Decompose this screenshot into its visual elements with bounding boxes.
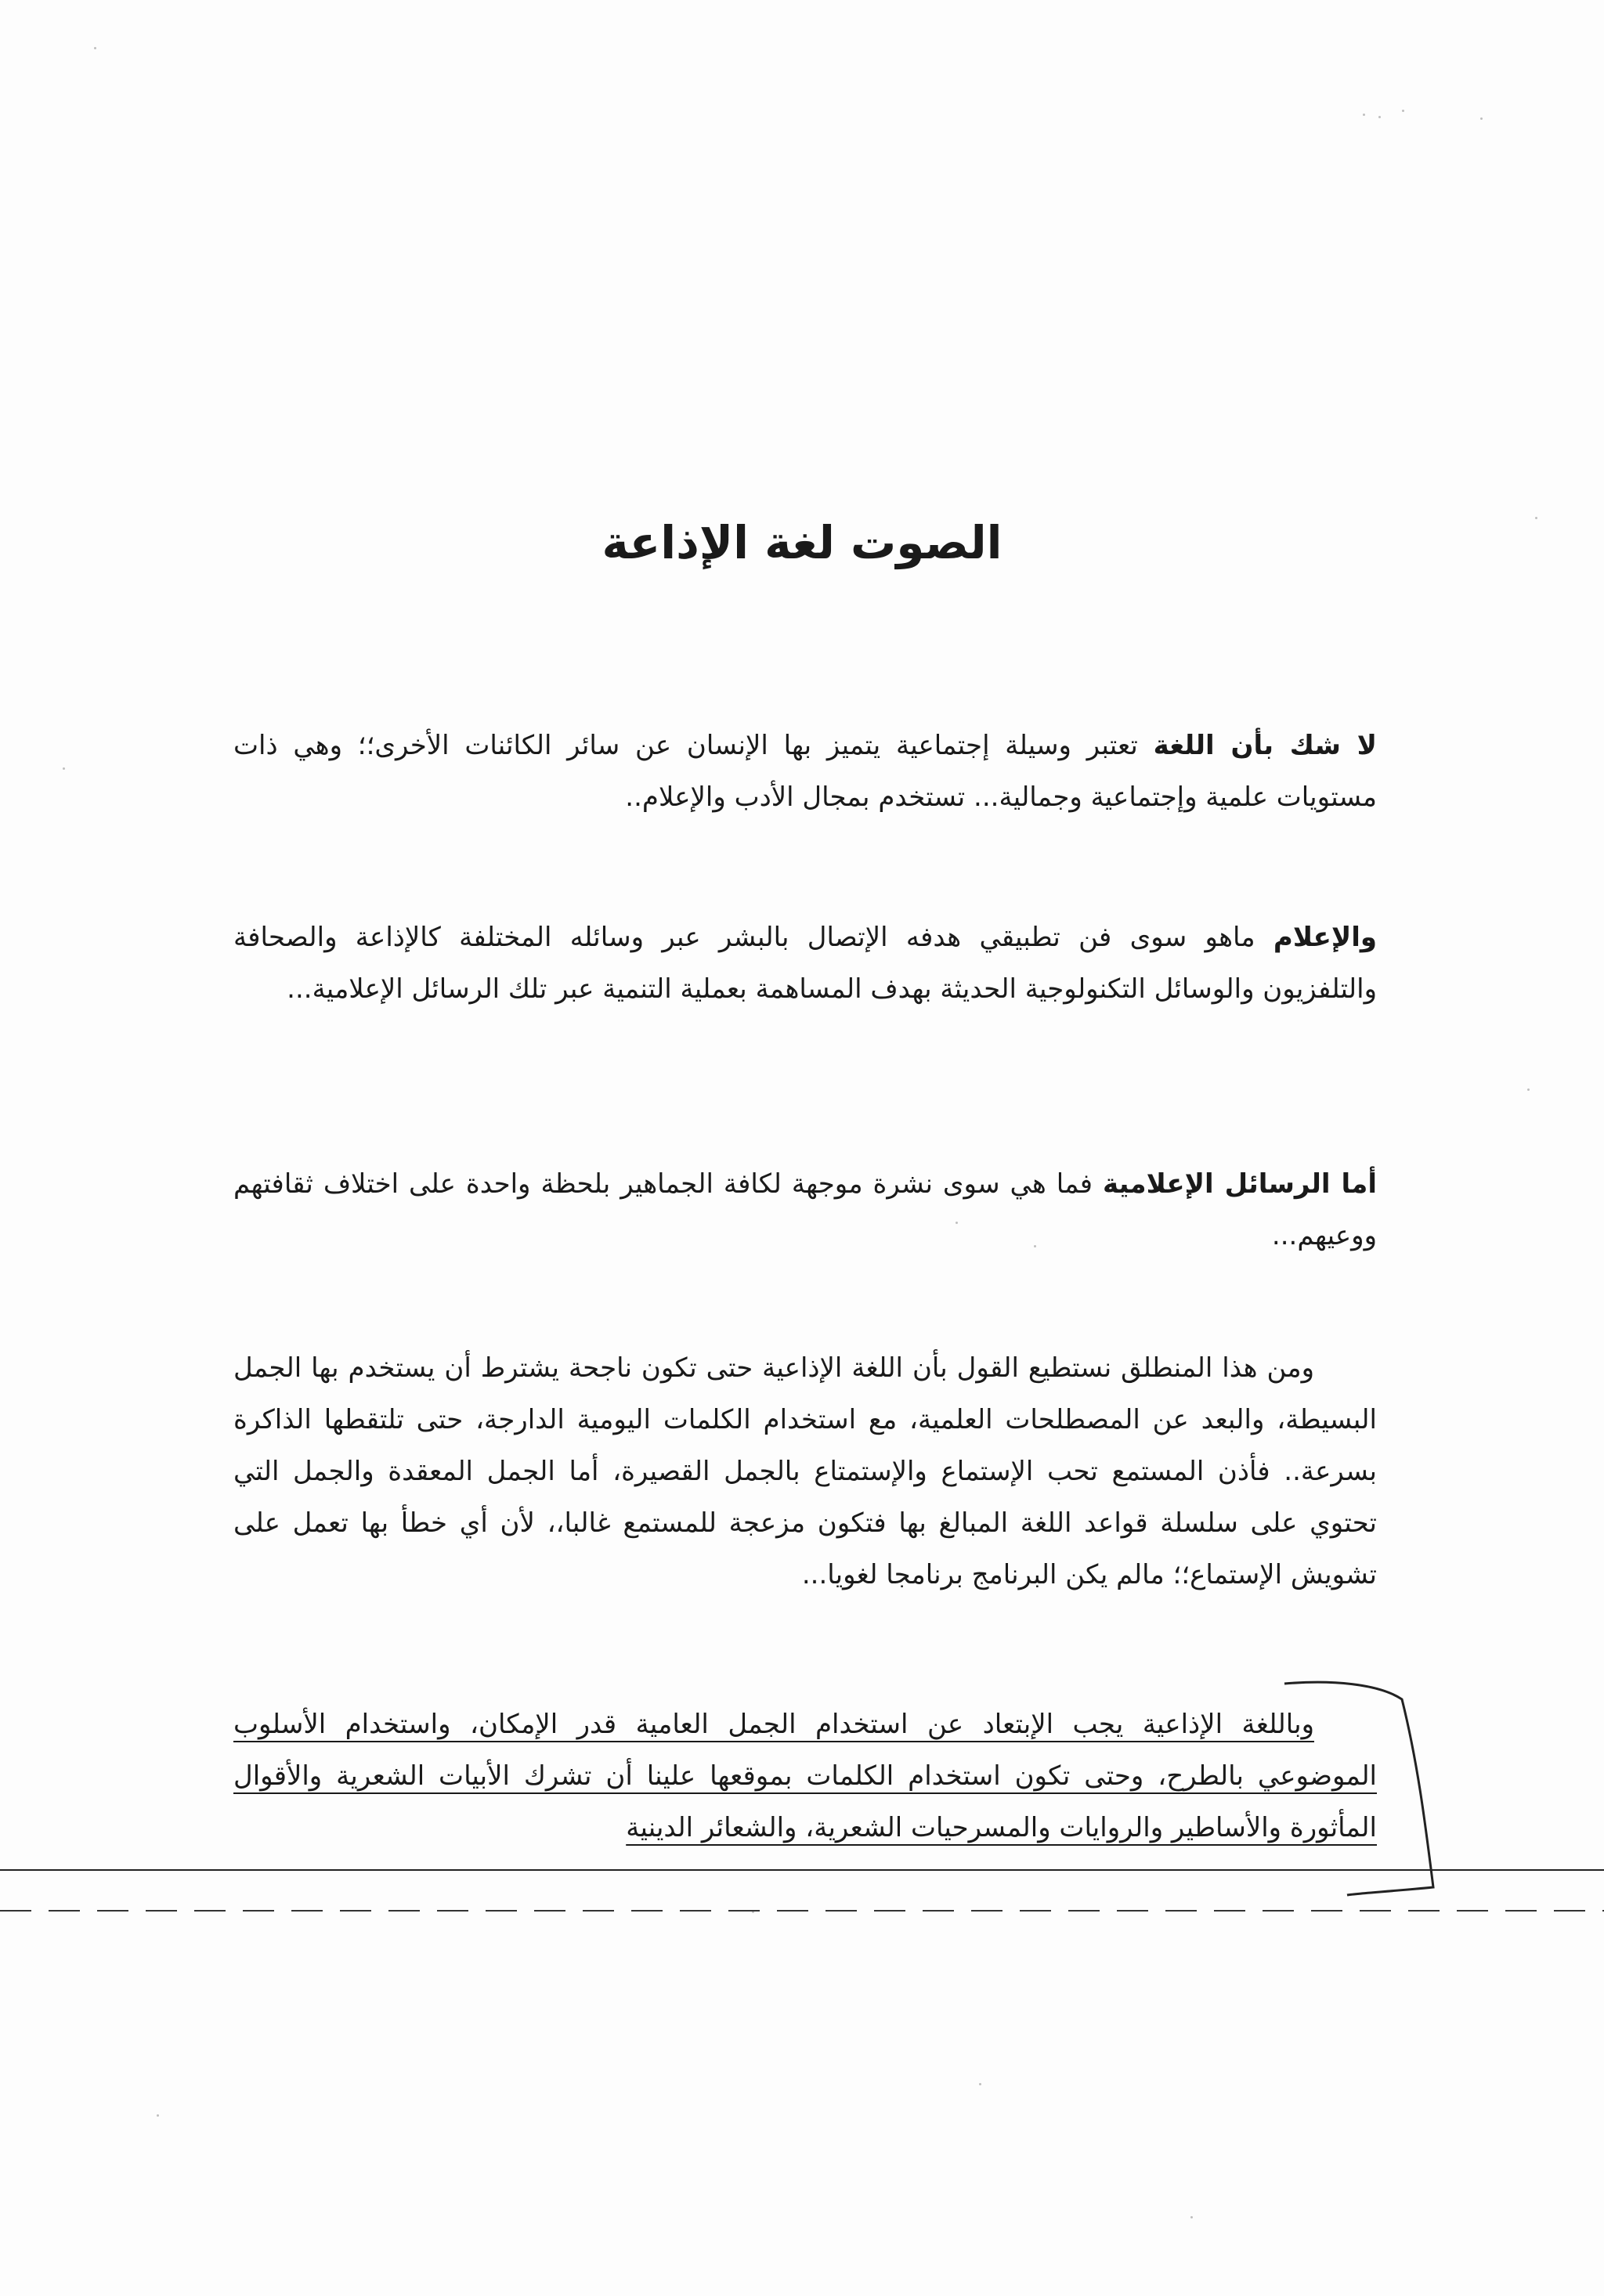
scan-speck [1480, 117, 1483, 120]
paragraph-5-text: وباللغة الإذاعية يجب الإبتعاد عن استخدام الجمل العامية قدر الإمكان، واستخدام الأسلوب الموضوعي بالطرح، وحتى تكون استخدام الكلمات بموقعها علينا أن تشرك الأبيات الشعرية والأقوال المأثورة والأساطير والروايات والمسرحيات الشعرية، والشعائر الدينية [233, 1709, 1377, 1843]
scan-speck [1402, 110, 1404, 112]
paragraph-3 [233, 1158, 1377, 1262]
scan-speck [1363, 114, 1365, 116]
scan-speck [1190, 2216, 1193, 2218]
scan-speck [1527, 1088, 1530, 1091]
document-title-text: الصوت لغة الإذاعة [602, 515, 1002, 569]
scan-speck [94, 47, 96, 49]
paragraph-5-underlined [233, 1699, 1377, 1854]
paragraph-3-lead: أما الرسائل الإعلامية [1103, 1168, 1377, 1200]
paragraph-1-text: تعتبر وسيلة إجتماعية يتميز بها الإنسان عن سائر الكائنات الأخرى؛؛ وهي ذات مستويات علمية وإجتماعية وجمالية... تستخدم بمجال الأدب والإعلام.. [233, 730, 1377, 813]
scan-speck [157, 2114, 159, 2117]
paragraph-1 [233, 720, 1377, 823]
paragraph-2-lead: والإعلام [1273, 922, 1377, 953]
paragraph-2-text: ماهو سوى فن تطبيقي هدفه الإتصال بالبشر عبر وسائله المختلفة كالإذاعة والصحافة والتلفزيون والوسائل التكنولوجية الحديثة بهدف المساهمة بعملية التنمية عبر تلك الرسائل الإعلامية... [233, 922, 1377, 1005]
scan-speck [752, 1911, 754, 1913]
paragraph-2 [233, 912, 1377, 1015]
paragraph-4-text: ومن هذا المنطلق نستطيع القول بأن اللغة الإذاعية حتى تكون ناجحة يشترط أن يستخدم بها الجمل البسيطة، والبعد عن المصطلحات العلمية، مع استخدام الكلمات اليومية الدارجة، حتى تلتقطها الذاكرة بسرعة.. فأذن المستمع تحب الإستماع والإستمتاع بالجمل القصيرة، أما الجمل المعقدة والجمل التي تحتوي على سلسلة قواعد اللغة المبالغ بها فتكون مزعجة للمستمع غالبا،، لأن أي خطأ بها تعمل على تشويش الإستماع؛؛ مالم يكن البرنامج برنامجا لغويا... [233, 1352, 1377, 1590]
document-title [0, 516, 1604, 574]
paragraph-1-lead: لا شك بأن اللغة [1153, 730, 1377, 761]
paragraph-4 [233, 1342, 1377, 1601]
scan-speck [63, 767, 65, 770]
paragraph-3-text: فما هي سوى نشرة موجهة لكافة الجماهير بلحظة واحدة على اختلاف ثقافتهم ووعيهم... [233, 1168, 1377, 1251]
scan-speck [1378, 116, 1381, 118]
scan-speck [979, 2083, 981, 2085]
